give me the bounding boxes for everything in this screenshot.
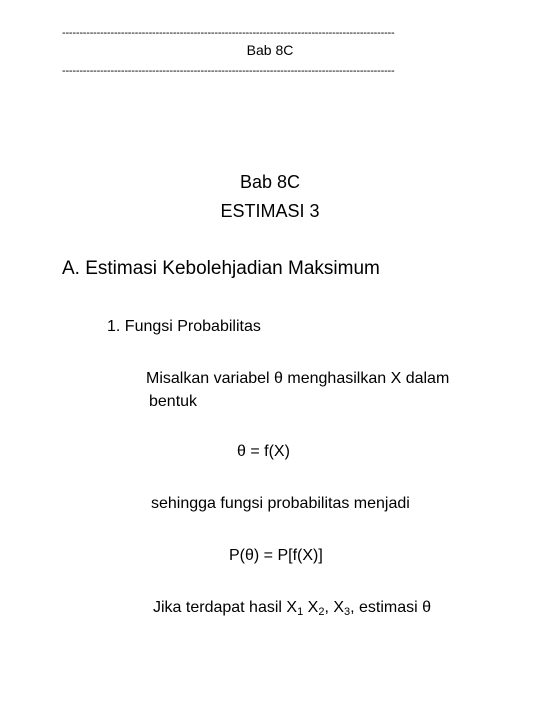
equation-1: θ = f(X) (237, 443, 290, 460)
subscript-3: 3 (344, 606, 351, 618)
header-rule-top: ------------------------------------------------------------------------------------------------ (62, 27, 395, 39)
paragraph-3 (153, 598, 431, 622)
paragraph-3-prefix: Jika terdapat hasil X (153, 599, 298, 616)
title-line-2: ESTIMASI 3 (220, 201, 320, 221)
subscript-2: 2 (318, 606, 325, 618)
paragraph-3-x2: X (303, 599, 319, 616)
paragraph-1-line-1: Misalkan variabel θ menghasilkan X dalam (146, 370, 450, 387)
paragraph-1-line-2: bentuk (149, 393, 198, 410)
paragraph-3-x3: , X (324, 599, 345, 616)
section-heading: A. Estimasi Kebolehjadian Maksimum (62, 258, 380, 279)
paragraph-2: sehingga fungsi probabilitas menjadi (151, 495, 410, 512)
paragraph-3-suffix: , estimasi θ (350, 599, 432, 616)
subsection-heading: 1. Fungsi Probabilitas (107, 318, 261, 335)
header-label: Bab 8C (246, 42, 294, 58)
title-line-1: Bab 8C (239, 172, 301, 192)
subscript-1: 1 (297, 606, 304, 618)
equation-2: P(θ) = P[f(X)] (229, 547, 323, 564)
header-rule-bottom: ------------------------------------------------------------------------------------------------ (62, 65, 395, 77)
